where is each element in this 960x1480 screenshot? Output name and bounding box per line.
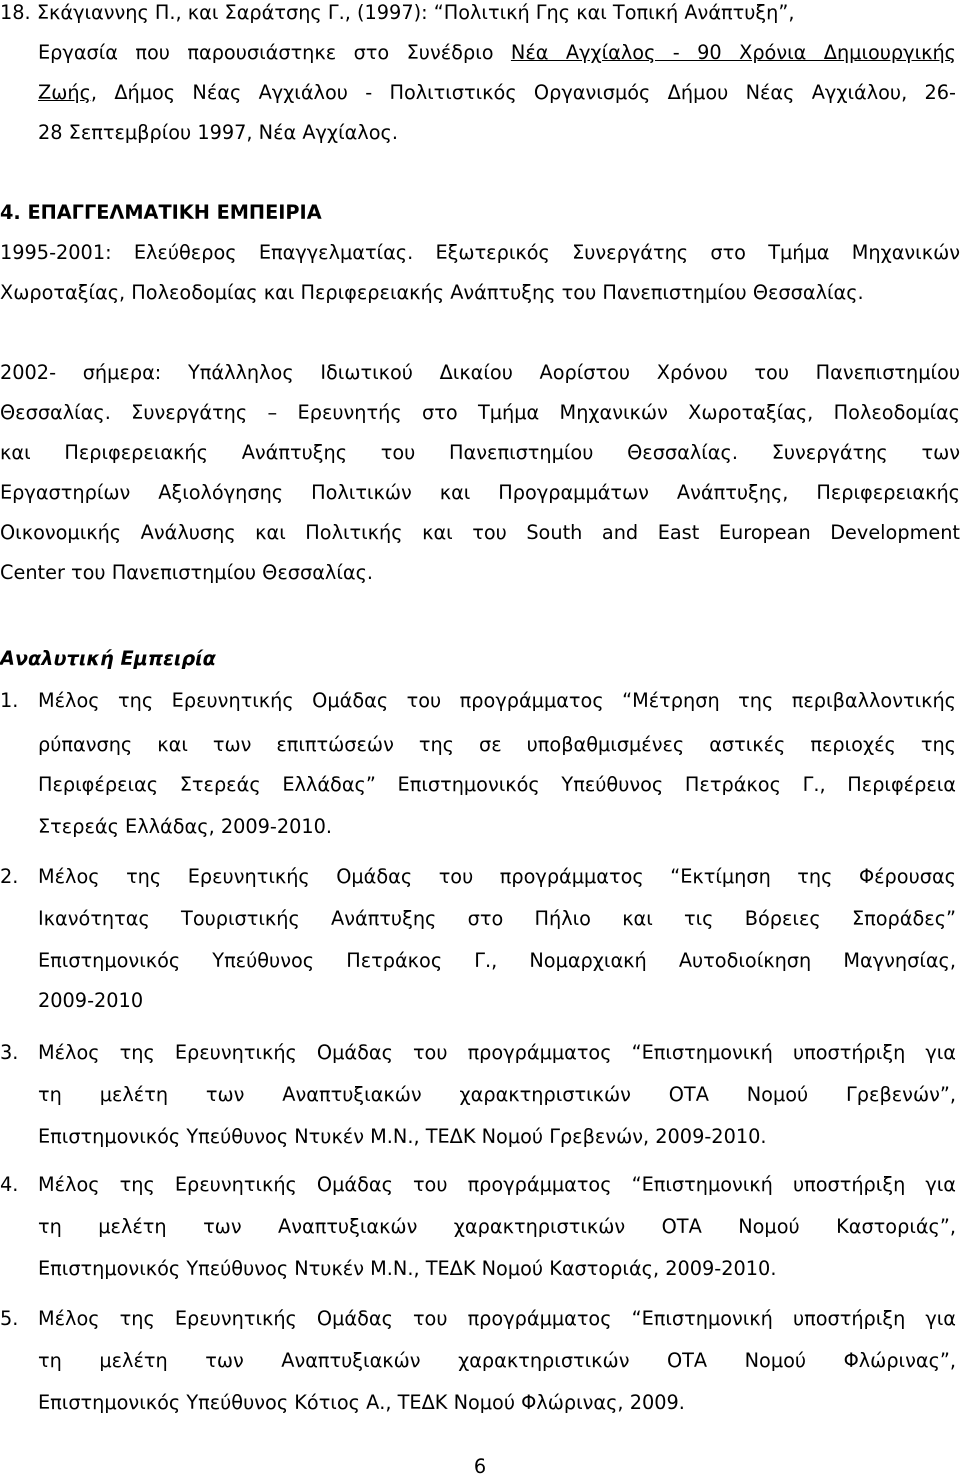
- conference-link-part-2[interactable]: Ζωής: [38, 81, 91, 104]
- list-item-line: Μέλος της Ερευνητικής Ομάδας του προγράμματος “Επιστημονική υποστήριξη για: [38, 1173, 956, 1196]
- list-item-line: Επιστημονικός Υπεύθυνος Κότιος Α., ΤΕΔΚ Νομού Φλώρινας, 2009.: [38, 1391, 685, 1414]
- list-item-line: Στερεάς Ελλάδας, 2009-2010.: [38, 815, 333, 838]
- list-item-line: Ικανότητας Τουριστικής Ανάπτυξης στο Πήλιο και τις Βόρειες Σποράδες”: [38, 907, 956, 930]
- list-item-line: τη μελέτη των Αναπτυξιακών χαρακτηριστικών ΟΤΑ Νομού Φλώρινας”,: [38, 1349, 956, 1372]
- experience-1995-line-2: Χωροταξίας, Πολεοδομίας και Περιφερειακής Ανάπτυξης του Πανεπιστημίου Θεσσαλίας.: [0, 281, 864, 304]
- experience-2002-line-3: και Περιφερειακής Ανάπτυξης του Πανεπιστημίου Θεσσαλίας. Συνεργάτης των: [0, 441, 960, 464]
- list-item-line: τη μελέτη των Αναπτυξιακών χαρακτηριστικών ΟΤΑ Νομού Καστοριάς”,: [38, 1215, 956, 1238]
- reference-line-3: Ζωής, Δήμος Νέας Αγχιάλου - Πολιτιστικός Οργανισμός Δήμου Νέας Αγχιάλου, 26-: [38, 81, 956, 104]
- list-item-number: 3.: [0, 1041, 19, 1064]
- list-item-line: Μέλος της Ερευνητικής Ομάδας του προγράμματος “Εκτίμηση της Φέρουσας: [38, 865, 956, 888]
- list-item-line: 2009-2010: [38, 989, 144, 1012]
- reference-line-1: [0, 0, 960, 26]
- reference-text-1: Σκάγιαννης Π., και Σαράτσης Γ., (1997): “Πολιτική Γης και Τοπική Ανάπτυξη”,: [36, 1, 795, 24]
- reference-number: 18.: [0, 1, 31, 24]
- list-item-line: Μέλος της Ερευνητικής Ομάδας του προγράμματος “Επιστημονική υποστήριξη για: [38, 1041, 956, 1064]
- experience-2002-line-4: Εργαστηρίων Αξιολόγησης Πολιτικών και Προγραμμάτων Ανάπτυξης, Περιφερειακής: [0, 481, 960, 504]
- reference-line-2: Εργασία που παρουσιάστηκε στο Συνέδριο Νέα Αγχίαλος - 90 Χρόνια Δημιουργικής: [38, 41, 956, 64]
- list-item-line: Επιστημονικός Υπεύθυνος Ντυκέν Μ.Ν., ΤΕΔΚ Νομού Γρεβενών, 2009-2010.: [38, 1125, 767, 1148]
- page-number: 6: [473, 1455, 487, 1478]
- list-item-line: Περιφέρειας Στερεάς Ελλάδας” Επιστημονικός Υπεύθυνος Πετράκος Γ., Περιφέρεια: [38, 773, 956, 796]
- section-heading-professional-experience: 4. ΕΠΑΓΓΕΛΜΑΤΙΚΗ ΕΜΠΕΙΡΙΑ: [0, 201, 322, 224]
- list-item-line: Μέλος της Ερευνητικής Ομάδας του προγράμματος “Μέτρηση της περιβαλλοντικής: [38, 689, 956, 712]
- list-item-number: 2.: [0, 865, 19, 888]
- list-item-line: Μέλος της Ερευνητικής Ομάδας του προγράμματος “Επιστημονική υποστήριξη για: [38, 1307, 956, 1330]
- reference-line-4: 28 Σεπτεμβρίου 1997, Νέα Αγχίαλος.: [38, 121, 398, 144]
- list-item-line: ρύπανσης και των επιπτώσεών της σε υποβαθμισμένες αστικές περιοχές της: [38, 733, 956, 756]
- experience-1995-line-1: 1995-2001: Ελεύθερος Επαγγελματίας. Εξωτερικός Συνεργάτης στο Τμήμα Μηχανικών: [0, 241, 960, 264]
- list-item-number: 4.: [0, 1173, 19, 1196]
- list-item-line: τη μελέτη των Αναπτυξιακών χαρακτηριστικών ΟΤΑ Νομού Γρεβενών”,: [38, 1083, 956, 1106]
- experience-2002-line-2: Θεσσαλίας. Συνεργάτης – Ερευνητής στο Τμήμα Μηχανικών Χωροταξίας, Πολεοδομίας: [0, 401, 960, 424]
- conference-link-part-1[interactable]: Νέα Αγχίαλος - 90 Χρόνια Δημιουργικής: [510, 41, 956, 64]
- analytical-experience-heading: Αναλυτική Εμπειρία: [0, 647, 216, 670]
- list-item-number: 5.: [0, 1307, 19, 1330]
- experience-2002-line-5: Οικονομικής Ανάλυσης και Πολιτικής και του South and East European Development: [0, 521, 960, 544]
- experience-2002-line-1: 2002- σήμερα: Υπάλληλος Ιδιωτικού Δικαίου Αορίστου Χρόνου του Πανεπιστημίου: [0, 361, 960, 384]
- list-item-line: Επιστημονικός Υπεύθυνος Πετράκος Γ., Νομαρχιακή Αυτοδιοίκηση Μαγνησίας,: [38, 949, 956, 972]
- list-item-number: 1.: [0, 689, 19, 712]
- list-item-line: Επιστημονικός Υπεύθυνος Ντυκέν Μ.Ν., ΤΕΔΚ Νομού Καστοριάς, 2009-2010.: [38, 1257, 777, 1280]
- experience-2002-line-6: Center του Πανεπιστημίου Θεσσαλίας.: [0, 561, 374, 584]
